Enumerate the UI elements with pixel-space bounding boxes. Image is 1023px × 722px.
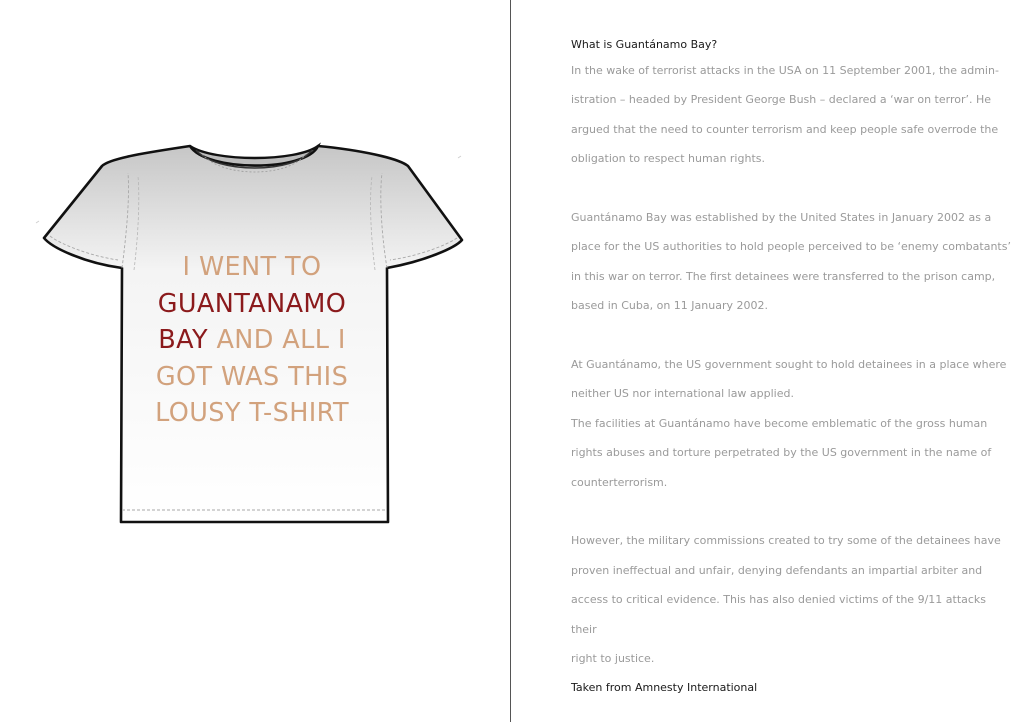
text-line: In the wake of terrorist attacks in the USA on 11 September 2001, the admin-: [571, 64, 999, 77]
text-line: obligation to respect human rights.: [571, 152, 765, 166]
text-line: neither US nor international law applied.: [571, 387, 794, 401]
text-line: Guantánamo Bay was established by the United States in January 2002 as a: [571, 211, 992, 225]
slogan-line: [130, 395, 374, 432]
left-page: [0, 0, 510, 722]
slogan-segment: LOUSY T-SHIRT: [155, 398, 349, 428]
text-line: rights abuses and torture perpetrated by the US government in the name of: [571, 446, 992, 460]
article-source: Taken from Amnesty International: [571, 681, 758, 695]
article-heading: What is Guantánamo Bay?: [571, 38, 718, 51]
slogan-segment: GOT WAS THIS: [155, 361, 349, 392]
slogan-segment: I WENT TO: [182, 252, 322, 282]
paragraph-spacer: [571, 497, 1011, 526]
text-line: right to justice.: [571, 652, 655, 666]
slogan-segment: BAY: [158, 325, 208, 355]
slogan-line: [130, 286, 374, 323]
slogan-line: [130, 322, 374, 359]
text-line: At Guantánamo, the US government sought to hold detainees in a place where: [571, 358, 1007, 372]
tshirt-slogan: [130, 249, 374, 432]
text-line: istration – headed by President George Bush – declared a ‘war on terror’. He: [571, 93, 992, 107]
right-page: [511, 0, 1023, 722]
text-line: counterterrorism.: [571, 475, 668, 489]
article-paragraph-2: [571, 203, 1011, 321]
article-paragraph-3: [571, 350, 1011, 497]
slogan-line: [130, 359, 374, 396]
tshirt-illustration: [30, 128, 478, 528]
article: [571, 34, 1011, 703]
text-line: The facilities at Guantánamo have become emblematic of the gross human: [571, 416, 988, 430]
text-line: in this war on terror. The first detainees were transferred to the prison camp,: [571, 269, 996, 283]
slogan-line: [130, 249, 374, 286]
slogan-segment: AND ALL I: [207, 325, 346, 355]
text-line: access to critical evidence. This has also denied victims of the 9/11 attacks their: [571, 593, 987, 636]
text-line: argued that the need to counter terrorism and keep people safe overrode the: [571, 122, 999, 136]
article-paragraph-1: [571, 56, 1011, 174]
text-line: based in Cuba, on 11 January 2002.: [571, 299, 768, 313]
text-line: proven ineffectual and unfair, denying defendants an impartial arbiter and: [571, 563, 983, 577]
text-line: place for the US authorities to hold people perceived to be ‘enemy combatants’: [571, 240, 1011, 254]
article-paragraph-4: [571, 526, 1011, 673]
paragraph-spacer: [571, 174, 1011, 203]
slogan-segment: GUANTANAMO: [157, 288, 347, 319]
text-line: However, the military commissions created to try some of the detainees have: [571, 534, 1001, 548]
paragraph-spacer: [571, 321, 1011, 350]
